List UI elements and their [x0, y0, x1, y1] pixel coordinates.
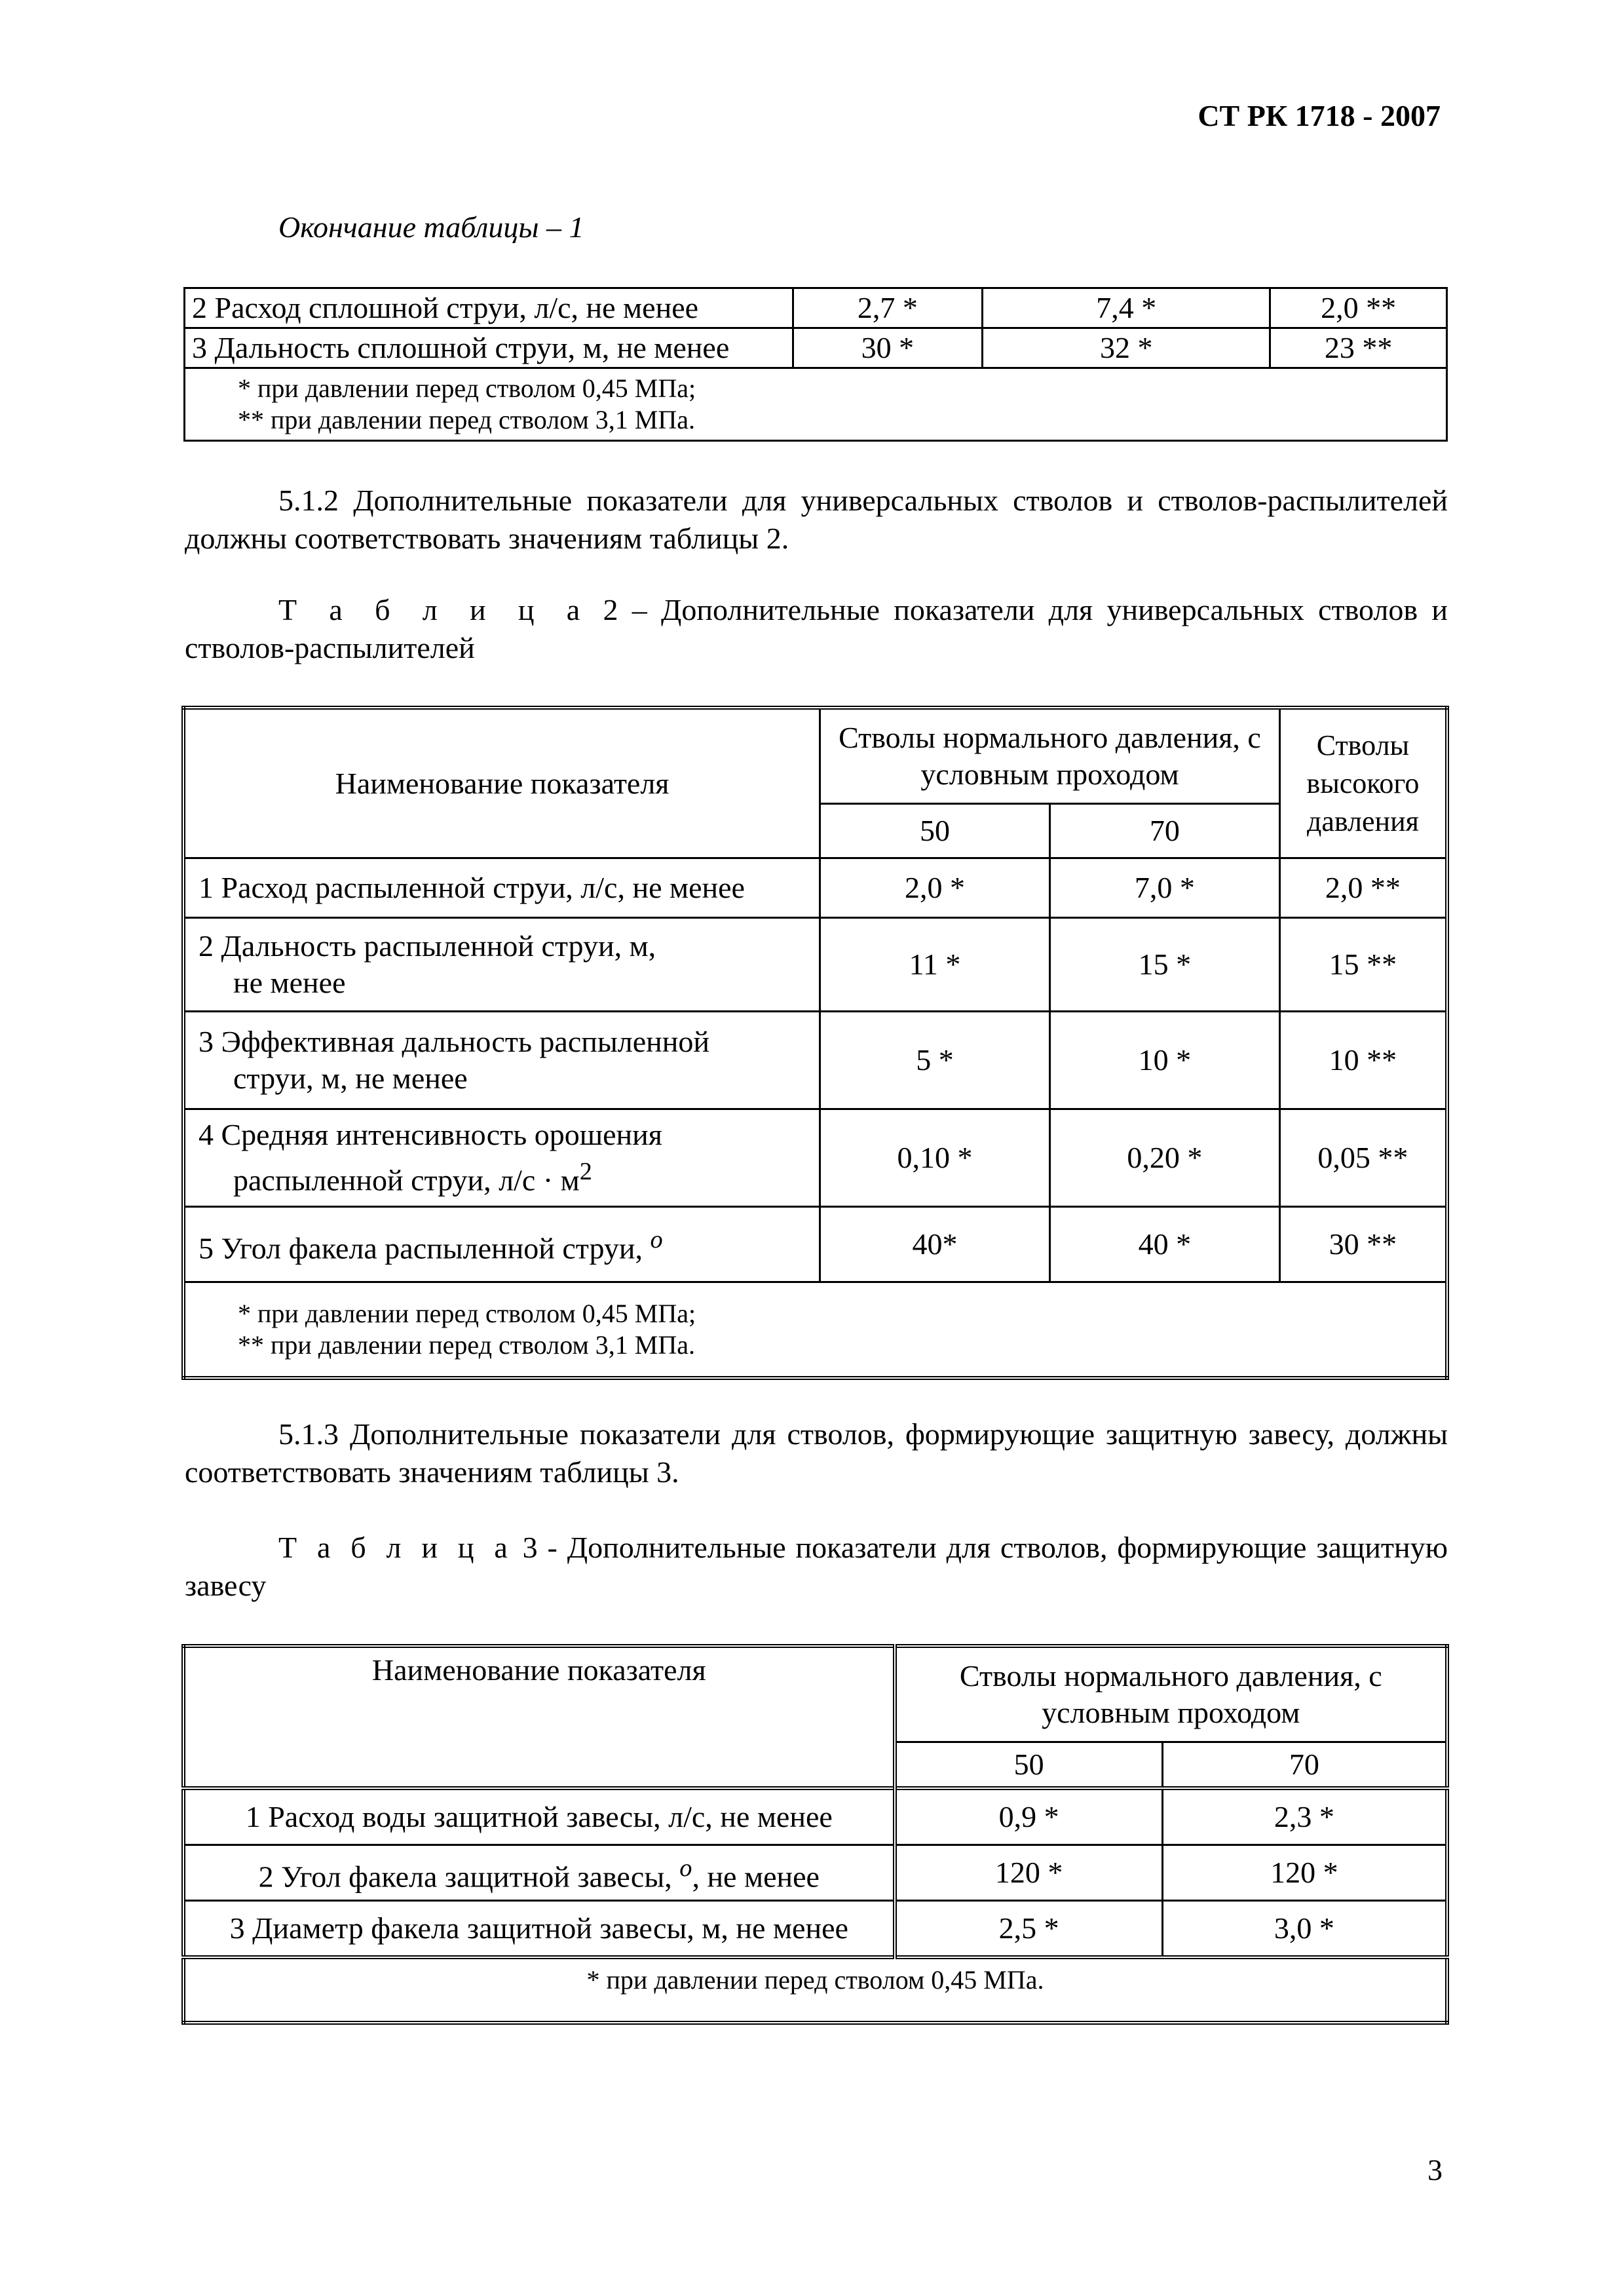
table-notes-row — [185, 368, 1447, 441]
header-indicator-name: Наименование показателя — [183, 708, 820, 858]
value-50: 2,0 * — [820, 858, 1050, 918]
table-row — [183, 1788, 1447, 1845]
table3 — [181, 1644, 1449, 2025]
value-50: 2,5 * — [895, 1901, 1163, 1958]
value-50: 0,10 * — [820, 1109, 1050, 1207]
table1-continuation-caption: Окончание таблицы – 1 — [278, 210, 584, 244]
indicator-line: не менее — [233, 966, 346, 999]
value-50: 30 * — [793, 328, 983, 368]
table-header-row — [183, 1646, 1447, 1742]
indicator-name — [183, 1788, 895, 1845]
indicator-name: 3 Дальность сплошной струи, м, не менее — [185, 328, 793, 368]
indicator-name — [183, 1012, 820, 1109]
header-normal-pressure: Стволы нормального давления, с условным проходом — [820, 708, 1280, 804]
value-70: 32 * — [983, 328, 1270, 368]
header-high-pressure: Стволы высокого давления — [1279, 708, 1447, 858]
note-line: ** при давлении перед стволом 3,1 МПа. — [238, 1330, 695, 1360]
table-row — [183, 1901, 1447, 1958]
indicator-line: 2 Дальность распыленной струи, м, — [198, 929, 656, 963]
indicator-name — [183, 1109, 820, 1207]
indicator-line-text: распыленной струи, л/с · м — [233, 1163, 580, 1197]
table-notes-row — [183, 1282, 1447, 1379]
table-notes-row — [183, 1957, 1447, 2023]
header-diameter-50: 50 — [895, 1742, 1163, 1789]
caption-text: 3 - Дополнительные показатели для стволов, формирующие защитную завесу — [185, 1531, 1448, 1602]
value-high: 2,0 ** — [1279, 858, 1447, 918]
value-70: 10 * — [1049, 1012, 1279, 1109]
indicator-name — [183, 1207, 820, 1282]
table-row — [185, 328, 1447, 368]
header-indicator-name: Наименование показателя — [183, 1646, 895, 1788]
indicator-text: 3 Диаметр факела защитной завесы, м, не менее — [229, 1911, 848, 1945]
value-70: 0,20 * — [1049, 1109, 1279, 1207]
degree-sign: о — [679, 1854, 692, 1883]
table-note: * при давлении перед стволом 0,45 МПа. — [183, 1957, 1447, 2023]
indicator-name — [183, 918, 820, 1012]
note-line: ** при давлении перед стволом 3,1 МПа. — [238, 405, 695, 434]
indicator-line: струи, м, не менее — [233, 1062, 468, 1095]
header-normal-pressure: Стволы нормального давления, с условным проходом — [895, 1646, 1447, 1742]
indicator-name: 2 Расход сплошной струи, л/с, не менее — [185, 288, 793, 328]
value-50: 120 * — [895, 1845, 1163, 1901]
value-70: 15 * — [1049, 918, 1279, 1012]
table-notes — [185, 368, 1447, 441]
header-diameter-70: 70 — [1162, 1742, 1447, 1789]
header-diameter-70: 70 — [1049, 804, 1279, 858]
page-number: 3 — [1427, 2153, 1443, 2187]
indicator-text: 1 Расход воды защитной завесы, л/с, не менее — [245, 1800, 833, 1833]
value-70: 120 * — [1162, 1845, 1447, 1901]
indicator-line: 3 Эффективная дальность распыленной — [198, 1025, 710, 1058]
superscript: 2 — [579, 1158, 592, 1186]
indicator-name: 1 Расход распыленной струи, л/с, не менее — [183, 858, 820, 918]
indicator-line: 5 Угол факела распыленной струи, — [198, 1231, 651, 1265]
value-70: 7,0 * — [1049, 858, 1279, 918]
value-high: 30 ** — [1279, 1207, 1447, 1282]
value-50: 5 * — [820, 1012, 1050, 1109]
table1-continuation — [183, 287, 1448, 442]
table-header-row — [183, 708, 1447, 804]
table-row — [183, 1845, 1447, 1901]
value-70: 3,0 * — [1162, 1901, 1447, 1958]
table-row — [183, 918, 1447, 1012]
indicator-text-suffix: , не менее — [692, 1860, 820, 1894]
value-70: 40 * — [1049, 1207, 1279, 1282]
indicator-name — [183, 1845, 895, 1901]
caption-text: 2 – Дополнительные показатели для универсальных стволов и стволов-распылителей — [185, 593, 1448, 664]
table2-caption — [185, 591, 1448, 667]
indicator-line: 4 Средняя интенсивность орошения — [198, 1118, 662, 1152]
value-50: 2,7 * — [793, 288, 983, 328]
paragraph-5-1-3: 5.1.3 Дополнительные показатели для стволов, формирующие защитную завесу, должны соответствовать значениям таблицы 3. — [185, 1417, 1448, 1489]
value-high: 15 ** — [1279, 918, 1447, 1012]
caption-word: Т а б л и ц а — [278, 1531, 513, 1564]
table-row — [183, 1109, 1447, 1207]
value-50: 0,9 * — [895, 1788, 1163, 1845]
note-line: * при давлении перед стволом 0,45 МПа; — [238, 1299, 696, 1328]
table-notes — [183, 1282, 1447, 1379]
table3-caption — [185, 1529, 1448, 1605]
table-row — [183, 1207, 1447, 1282]
value-70: 2,3 * — [1162, 1788, 1447, 1845]
value-high: 2,0 ** — [1270, 288, 1447, 328]
paragraph-5-1-2: 5.1.2 Дополнительные показатели для универсальных стволов и стволов-распылителей должны соответствовать значениям таблицы 2. — [185, 484, 1448, 555]
value-50: 40* — [820, 1207, 1050, 1282]
document-code: СТ РК 1718 - 2007 — [1198, 99, 1441, 132]
value-high: 10 ** — [1279, 1012, 1447, 1109]
indicator-line — [198, 1153, 812, 1198]
value-high: 0,05 ** — [1279, 1109, 1447, 1207]
table-row — [183, 858, 1447, 918]
table2 — [181, 706, 1449, 1380]
table-row — [185, 288, 1447, 328]
caption-word: Т а б л и ц а — [278, 593, 590, 626]
indicator-name — [183, 1901, 895, 1958]
value-50: 11 * — [820, 918, 1050, 1012]
table-row — [183, 1012, 1447, 1109]
degree-sign: о — [650, 1226, 663, 1254]
header-diameter-50: 50 — [820, 804, 1050, 858]
value-high: 23 ** — [1270, 328, 1447, 368]
value-70: 7,4 * — [983, 288, 1270, 328]
note-line: * при давлении перед стволом 0,45 МПа; — [238, 373, 696, 403]
indicator-text: 2 Угол факела защитной завесы, — [258, 1860, 680, 1894]
